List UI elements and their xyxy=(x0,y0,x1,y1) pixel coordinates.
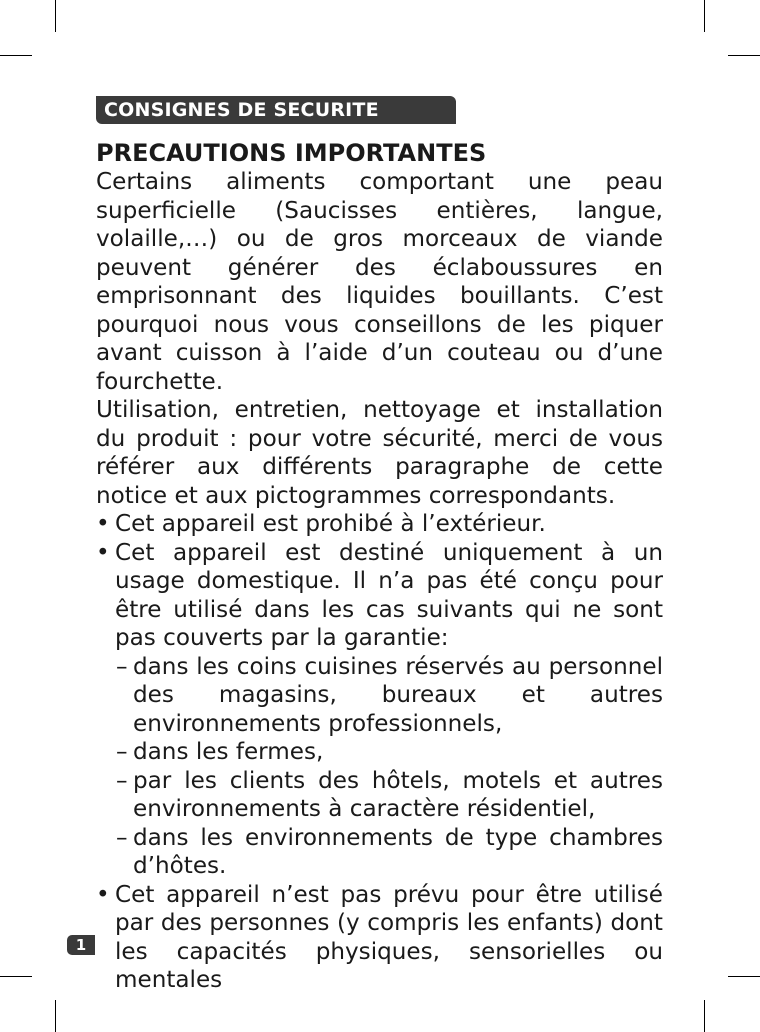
section-title: CONSIGNES DE SECURITE xyxy=(96,96,456,124)
crop-mark xyxy=(728,976,760,977)
sub-item-text: par les clients des hôtels, motels et autres environnements à caractère résidentiel, xyxy=(133,767,663,822)
bullet-text: Cet appareil est prohibé à l’extérieur. xyxy=(115,511,546,537)
page-number: 1 xyxy=(67,935,95,955)
bullet-item xyxy=(96,510,663,539)
crop-mark xyxy=(704,1000,705,1032)
crop-mark xyxy=(0,976,32,977)
bullet-item xyxy=(96,881,663,995)
document-body xyxy=(96,138,663,995)
bullet-icon: • xyxy=(96,539,110,566)
dash-icon: – xyxy=(116,739,128,765)
dash-icon: – xyxy=(116,767,128,794)
paragraph: Utilisation, entretien, nettoyage et installation du produit : pour votre sécurité, merci de vous référer aux différents paragraphe de cette notice et aux pictogrammes correspondants. xyxy=(96,397,663,509)
sub-item-text: dans les coins cuisines réservés au personnel des magasins, bureaux et autres environnements professionnels, xyxy=(133,653,663,737)
bullet-item xyxy=(96,539,663,653)
bullet-icon: • xyxy=(96,511,110,537)
sub-item-text: dans les environnements de type chambres d’hôtes. xyxy=(133,824,663,879)
dash-icon: – xyxy=(116,653,128,680)
sub-item xyxy=(96,738,663,767)
sub-item xyxy=(96,824,663,881)
paragraph: Certains aliments comportant une peau superficielle (Saucisses entières, langue, volaille,…) ou de gros morceaux de viande peuvent générer des éclaboussures en emprisonnant des liquides bouillants. C’est pourquoi nous vous conseillons de les piquer avant cuisson à l’aide d’un couteau ou d’une fourchette. xyxy=(96,169,663,395)
dash-icon: – xyxy=(116,824,128,851)
page-heading: PRECAUTIONS IMPORTANTES xyxy=(96,139,487,167)
sub-item xyxy=(96,767,663,824)
crop-mark xyxy=(55,0,56,32)
bullet-text: Cet appareil n’est pas prévu pour être utilisé par des personnes (y compris les enfants) dont les capacités physiques, sensorielles ou mentales xyxy=(115,881,663,993)
sub-item xyxy=(96,653,663,739)
crop-mark xyxy=(55,1000,56,1032)
crop-mark xyxy=(0,55,32,56)
bullet-icon: • xyxy=(96,881,110,908)
sub-item-text: dans les fermes, xyxy=(133,739,324,765)
crop-mark xyxy=(728,55,760,56)
bullet-text: Cet appareil est destiné uniquement à un usage domestique. Il n’a pas été conçu pour être utilisé dans les cas suivants qui ne sont pas couverts par la garantie: xyxy=(115,539,663,651)
crop-mark xyxy=(704,0,705,32)
